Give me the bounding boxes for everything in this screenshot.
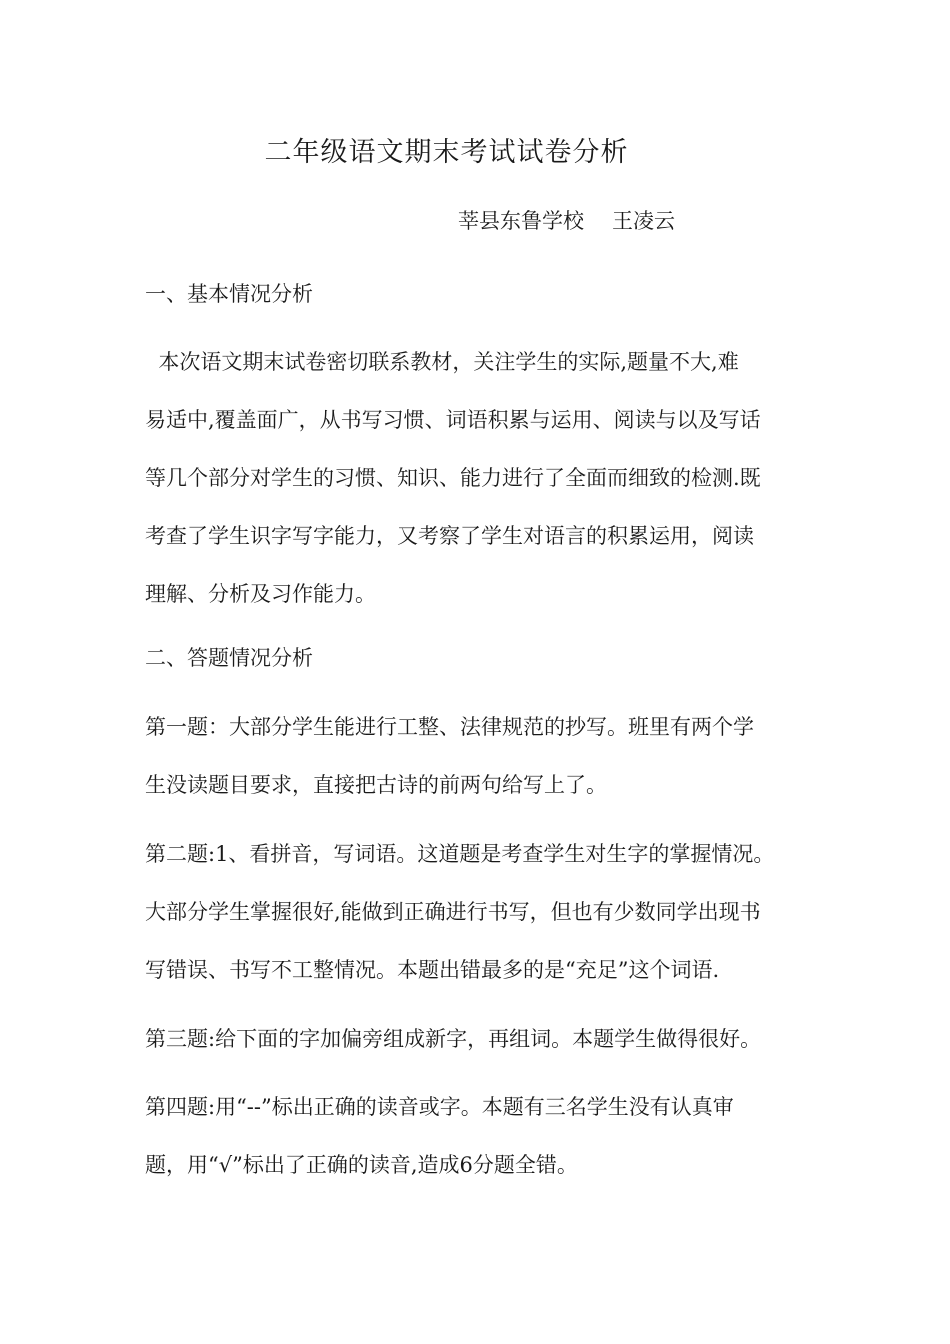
- paragraph-line: 第四题:用“--”标出正确的读音或字。本题有三名学生没有认真审: [145, 1095, 734, 1119]
- section-heading-basic: 一、基本情况分析: [145, 282, 313, 306]
- author-name: 王凌云: [612, 209, 675, 233]
- paragraph-line: 写错误、书写不工整情况。本题出错最多的是“充足”这个词语.: [145, 958, 720, 982]
- section-heading-answers: 二、答题情况分析: [145, 646, 313, 670]
- paragraph-line: 第三题:给下面的字加偏旁组成新字，再组词。本题学生做得很好。: [145, 1027, 762, 1051]
- school-name: 莘县东鲁学校: [458, 209, 584, 233]
- byline: [458, 203, 675, 239]
- paragraph-line: 第一题：大部分学生能进行工整、法律规范的抄写。班里有两个学: [145, 715, 754, 739]
- paragraph-line: 本次语文期末试卷密切联系教材，关注学生的实际,题量不大,难: [145, 350, 739, 374]
- paragraph-line: 大部分学生掌握很好,能做到正确进行书写，但也有少数同学出现书: [145, 900, 761, 924]
- paragraph-line: 理解、分析及习作能力。: [145, 582, 376, 606]
- question2-paragraph: [145, 836, 815, 1010]
- document-title: 二年级语文期末考试试卷分析: [264, 137, 629, 168]
- question4-paragraph: [145, 1089, 815, 1205]
- paragraph-line: 等几个部分对学生的习惯、知识、能力进行了全面而细致的检测.既: [145, 466, 761, 490]
- question1-paragraph: [145, 709, 815, 825]
- paragraph-line: 易适中,覆盖面广，从书写习惯、词语积累与运用、阅读与以及写话: [145, 408, 761, 432]
- paragraph-line: 第二题:1、看拼音，写词语。这道题是考查学生对生字的掌握情况。: [145, 842, 775, 866]
- paragraph-line: 题，用“√”标出了正确的读音,造成6分题全错。: [145, 1153, 578, 1177]
- paragraph-line: 考查了学生识字写字能力，又考察了学生对语言的积累运用，阅读: [145, 524, 754, 548]
- question3-paragraph: [145, 1021, 815, 1079]
- paragraph-line: 生没读题目要求，直接把古诗的前两句给写上了。: [145, 773, 607, 797]
- section1-paragraph: [145, 344, 815, 634]
